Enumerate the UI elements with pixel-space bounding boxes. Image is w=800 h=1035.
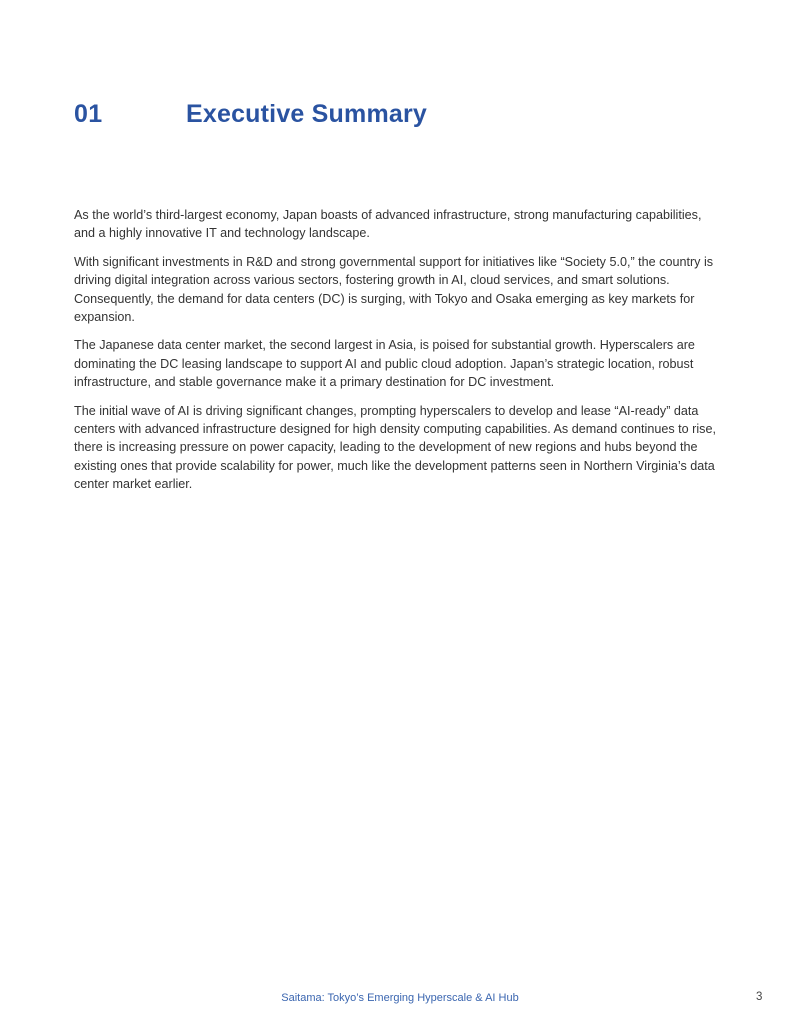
page-number: 3 — [756, 991, 763, 1003]
section-heading — [74, 100, 734, 134]
body-text — [74, 206, 724, 504]
footer-document-title: Saitama: Tokyo’s Emerging Hyperscale & AI Hub — [281, 992, 519, 1004]
paragraph-1: As the world’s third-largest economy, Japan boasts of advanced infrastructure, strong manufacturing capabilities, and a highly innovative IT and technology landscape. — [74, 208, 702, 241]
paragraph-4: The initial wave of AI is driving significant changes, prompting hyperscalers to develop and lease “AI-ready” data centers with advanced infrastructure designed for high density computing capabilities. As demand continues to rise, there is increasing pressure on power capacity, leading to the development of new regions and hubs beyond the existing ones that provide scalability for power, much like the development patterns seen in Northern Virginia’s data center market earlier. — [74, 403, 716, 492]
paragraph-2: With significant investments in R&D and strong governmental support for initiatives like “Society 5.0,” the country is driving digital integration across various sectors, fostering growth in AI, cloud services, and smart solutions. Consequently, the demand for data centers (DC) is surging, with Tokyo and Osaka emerging as key markets for expansion. — [74, 254, 714, 325]
paragraph-3: The Japanese data center market, the second largest in Asia, is poised for substantial growth. Hyperscalers are dominating the DC leasing landscape to support AI and public cloud adoption. Japan’s strategic location, robust infrastructure, and stable governance make it a primary destination for DC investment. — [74, 338, 695, 390]
section-number: 01 — [74, 100, 103, 128]
section-title: Executive Summary — [186, 100, 428, 128]
